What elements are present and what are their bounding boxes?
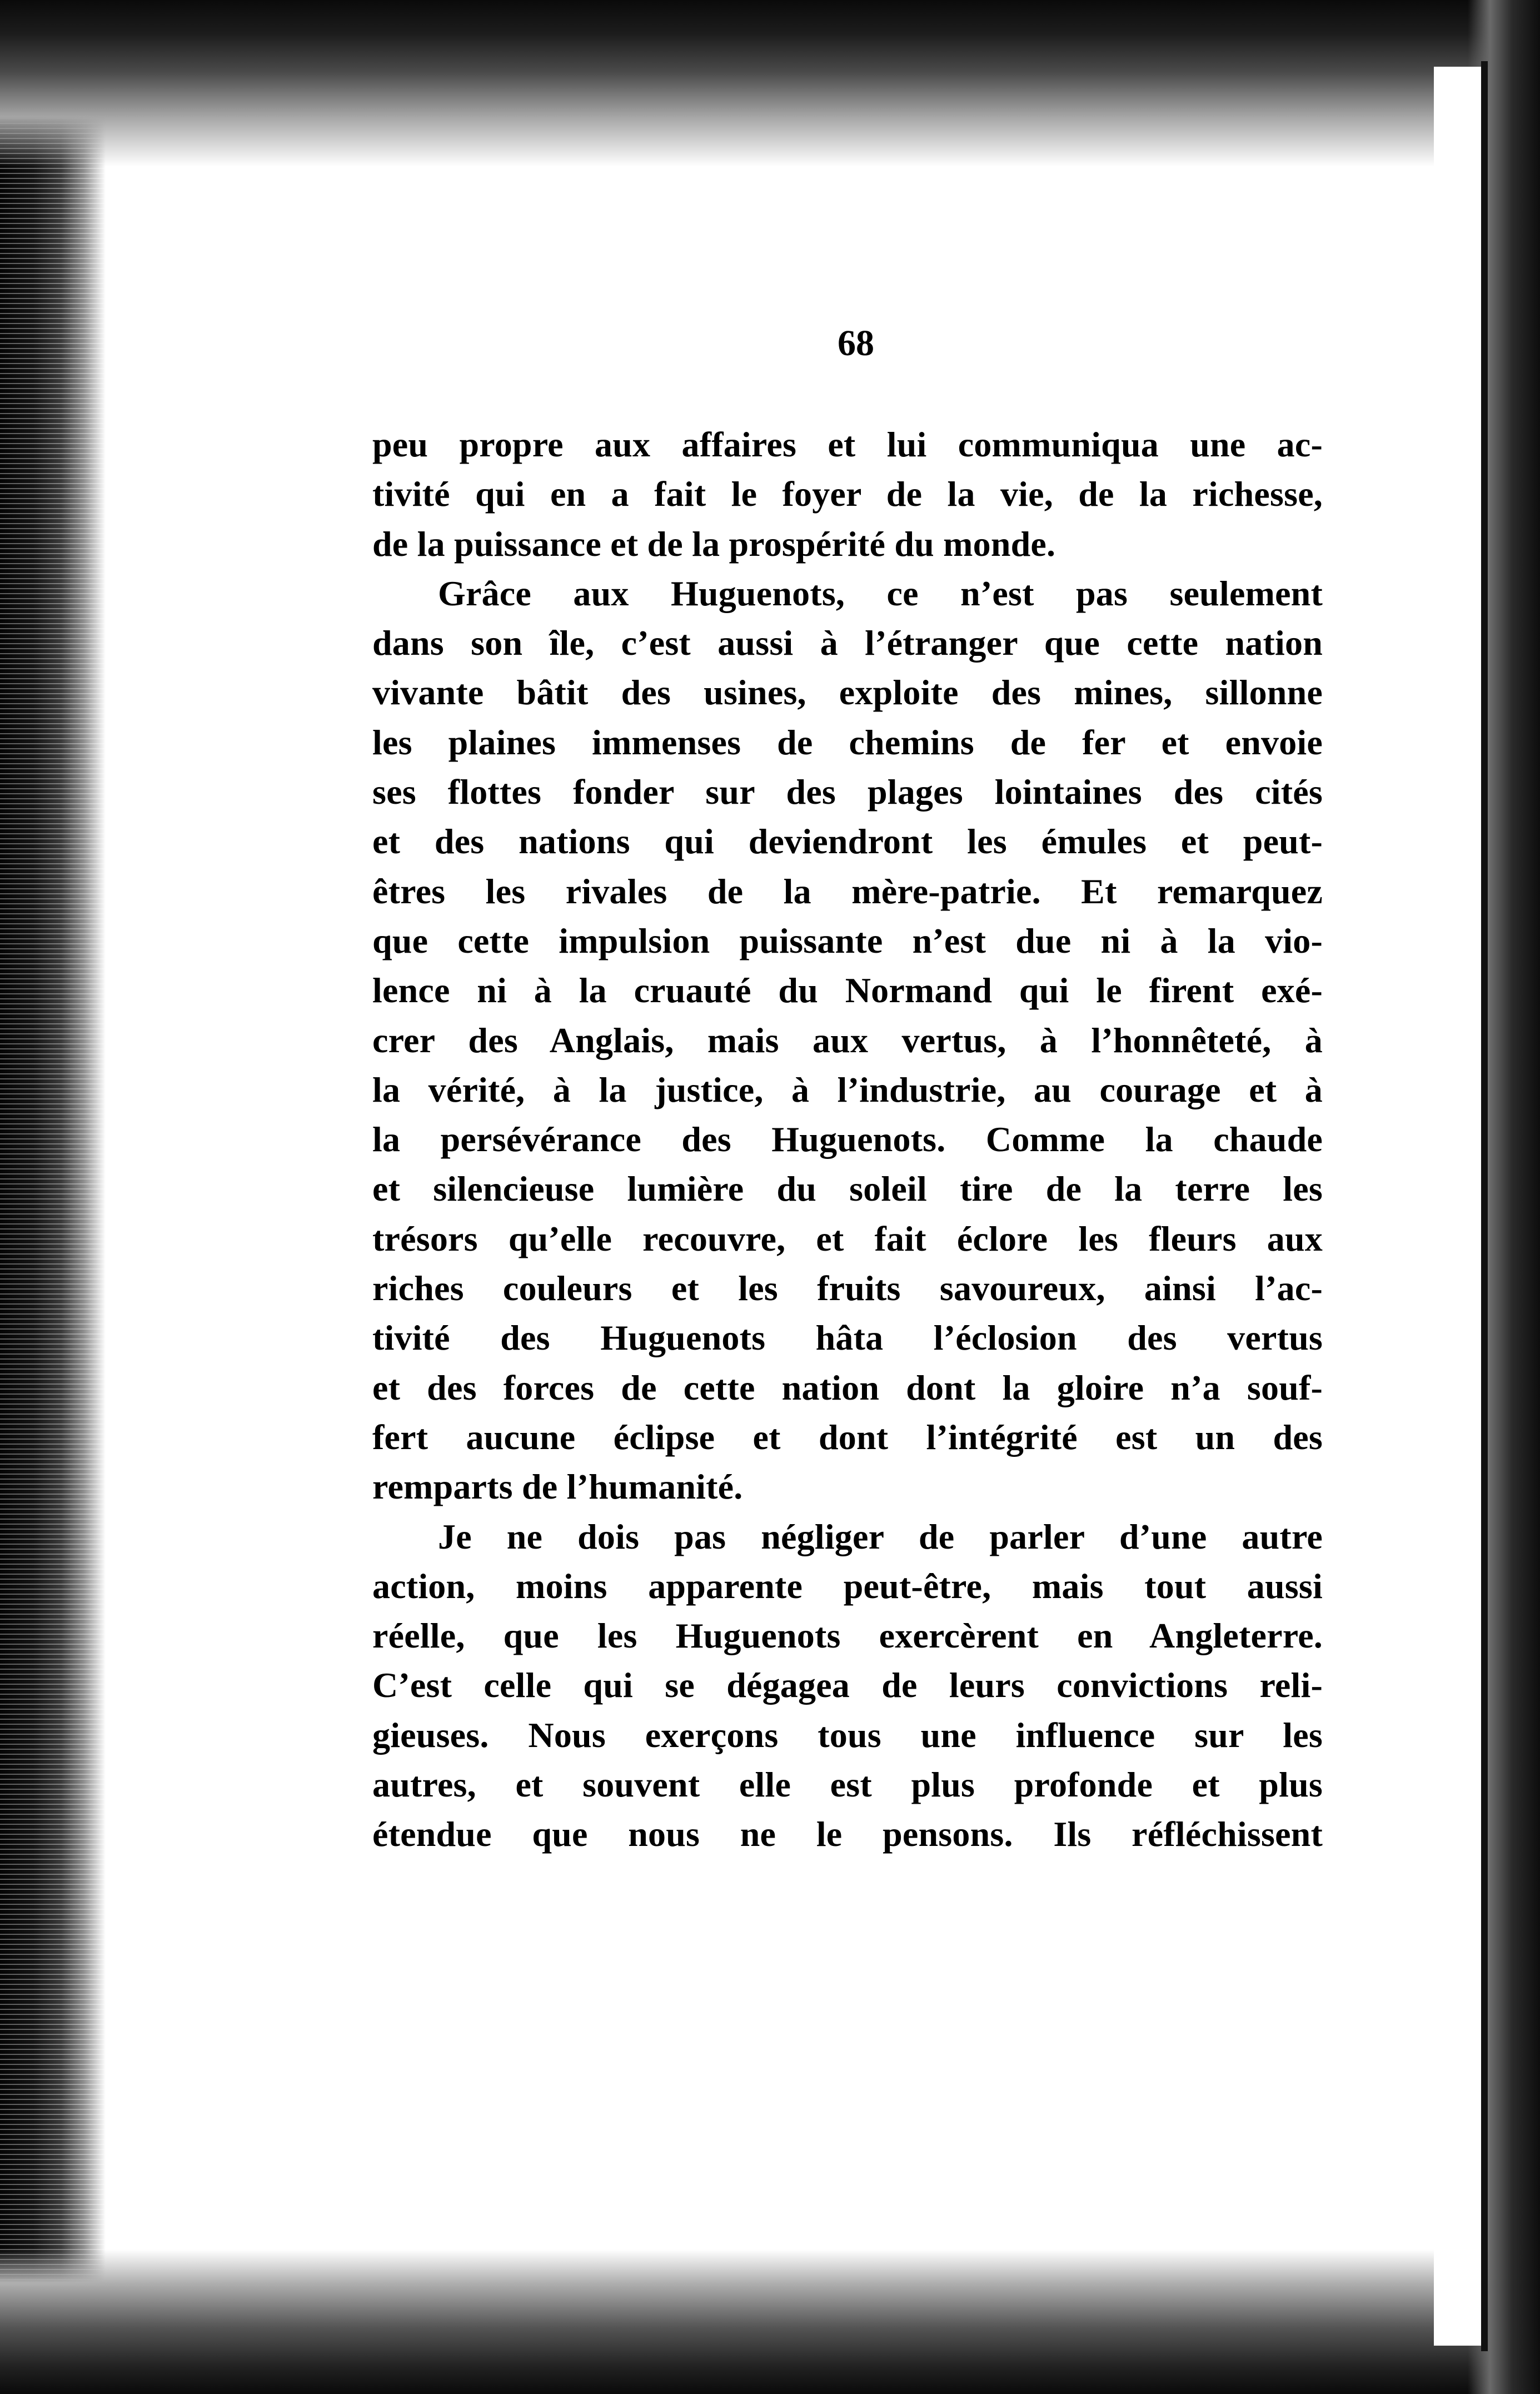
page-number: 68: [838, 323, 874, 364]
text-line: tivité qui en a fait le foyer de la vie, de la richesse,: [372, 474, 1323, 514]
text-line: la vérité, à la justice, à l’industrie, au courage et à: [372, 1069, 1323, 1109]
text-line: autres, et souvent elle est plus profonde et plus: [372, 1765, 1323, 1805]
text-line: trésors qu’elle recouvre, et fait éclore les fleurs aux: [372, 1218, 1323, 1258]
body-text: [372, 420, 1323, 1859]
text-line: dans son île, c’est aussi à l’étranger que cette nation: [372, 623, 1323, 663]
text-line: réelle, que les Huguenots exercèrent en Angleterre.: [372, 1616, 1323, 1656]
text-line: lence ni à la cruauté du Normand qui le firent exé-: [372, 970, 1323, 1011]
text-line: la persévérance des Huguenots. Comme la chaude: [372, 1119, 1323, 1159]
text-line: crer des Anglais, mais aux vertus, à l’honnêteté, à: [372, 1020, 1323, 1060]
text-line: action, moins apparente peut-être, mais tout aussi: [372, 1566, 1323, 1606]
text-line: et des nations qui deviendront les émules et peut-: [372, 822, 1323, 862]
text-line: êtres les rivales de la mère-patrie. Et remarquez: [372, 871, 1323, 911]
text-line: Grâce aux Huguenots, ce n’est pas seulement: [438, 573, 1323, 613]
text-line: peu propre aux affaires et lui communiqua une ac-: [372, 425, 1323, 464]
text-line: que cette impulsion puissante n’est due ni à la vio-: [372, 920, 1323, 960]
text-line: les plaines immenses de chemins de fer et envoie: [372, 722, 1323, 762]
text-line: vivante bâtit des usines, exploite des mines, sillonne: [372, 673, 1323, 713]
text-line: ses flottes fonder sur des plages lointaines des cités: [372, 772, 1323, 812]
text-line: riches couleurs et les fruits savoureux, ainsi l’ac-: [372, 1268, 1323, 1308]
text-line: Je ne dois pas négliger de parler d’une autre: [438, 1516, 1323, 1556]
scan-edge-top: [0, 0, 1540, 167]
text-line: fert aucune éclipse et dont l’intégrité est un des: [372, 1417, 1323, 1457]
text-line: et silencieuse lumière du soleil tire de la terre les: [372, 1169, 1323, 1209]
scan-edge-bottom: [0, 2249, 1540, 2394]
page-margin: [1434, 67, 1481, 2346]
text-line: de la puissance et de la prospérité du monde.: [372, 524, 1056, 564]
text-line: remparts de l’humanité.: [372, 1467, 743, 1507]
text-line: étendue que nous ne le pensons. Ils réfléchissent: [372, 1814, 1323, 1854]
page-edge-line: [1481, 61, 1488, 2351]
scan-edge-left: [0, 0, 106, 2394]
text-line: et des forces de cette nation dont la gloire n’a souf-: [372, 1367, 1323, 1407]
text-line: gieuses. Nous exerçons tous une influence sur les: [372, 1715, 1323, 1755]
text-line: C’est celle qui se dégagea de leurs convictions reli-: [372, 1665, 1323, 1705]
text-line: tivité des Huguenots hâta l’éclosion des vertus: [372, 1318, 1323, 1358]
